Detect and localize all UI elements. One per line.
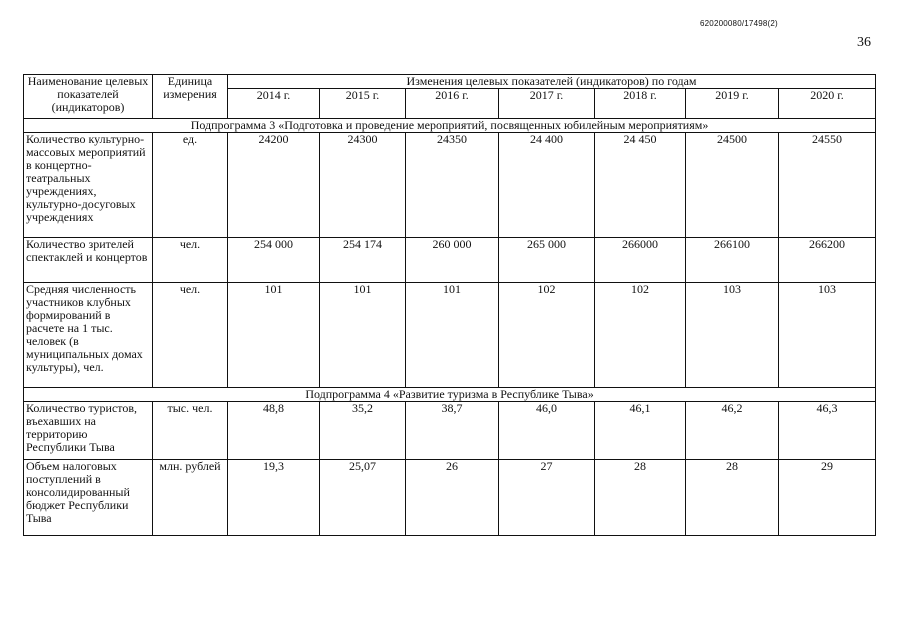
subprogram-row (24, 119, 876, 133)
table-row (24, 133, 876, 238)
value-cell: 103 (686, 283, 779, 388)
value-cell: 103 (779, 283, 876, 388)
value-cell: 24300 (320, 133, 406, 238)
indicator-name: Средняя численность участников клубных формирований в расчете на 1 тыс. человек (в муниципальных домах культуры), чел. (24, 283, 153, 388)
indicator-name: Объем налоговых поступлений в консолидированный бюджет Республики Тыва (24, 460, 153, 536)
subprogram-row (24, 388, 876, 402)
value-cell: 46,1 (595, 402, 686, 460)
value-cell: 48,8 (228, 402, 320, 460)
table-row (24, 238, 876, 283)
indicator-name: Количество культурно-массовых мероприятий в концертно-театральных учреждениях, культурно-досуговых учреждениях (24, 133, 153, 238)
value-cell: 24200 (228, 133, 320, 238)
indicator-unit: млн. рублей (153, 460, 228, 536)
value-cell: 38,7 (406, 402, 499, 460)
indicator-unit: чел. (153, 283, 228, 388)
value-cell: 101 (228, 283, 320, 388)
header-year: 2019 г. (686, 89, 779, 119)
value-cell: 101 (320, 283, 406, 388)
header-year: 2020 г. (779, 89, 876, 119)
value-cell: 101 (406, 283, 499, 388)
value-cell: 265 000 (499, 238, 595, 283)
header-year: 2018 г. (595, 89, 686, 119)
value-cell: 266100 (686, 238, 779, 283)
indicator-unit: ед. (153, 133, 228, 238)
value-cell: 260 000 (406, 238, 499, 283)
subprogram-3-title: Подпрограмма 3 «Подготовка и проведение мероприятий, посвященных юбилейным мероприятиям» (24, 119, 876, 133)
value-cell: 102 (499, 283, 595, 388)
value-cell: 266200 (779, 238, 876, 283)
header-changes-by-year: Изменения целевых показателей (индикаторов) по годам (228, 75, 876, 89)
table-row (24, 402, 876, 460)
indicators-table (23, 74, 876, 536)
value-cell: 24550 (779, 133, 876, 238)
value-cell: 46,0 (499, 402, 595, 460)
indicator-unit: чел. (153, 238, 228, 283)
value-cell: 24 450 (595, 133, 686, 238)
value-cell: 28 (686, 460, 779, 536)
value-cell: 25,07 (320, 460, 406, 536)
indicator-name: Количество зрителей спектаклей и концертов (24, 238, 153, 283)
value-cell: 24500 (686, 133, 779, 238)
header-row (24, 75, 876, 89)
subprogram-4-title: Подпрограмма 4 «Развитие туризма в Республике Тыва» (24, 388, 876, 402)
page-number: 36 (857, 35, 871, 50)
value-cell: 266000 (595, 238, 686, 283)
value-cell: 19,3 (228, 460, 320, 536)
document-id: 620200080/17498(2) (700, 19, 778, 28)
value-cell: 46,3 (779, 402, 876, 460)
value-cell: 254 000 (228, 238, 320, 283)
value-cell: 102 (595, 283, 686, 388)
value-cell: 27 (499, 460, 595, 536)
value-cell: 35,2 (320, 402, 406, 460)
table-row (24, 283, 876, 388)
table-row (24, 460, 876, 536)
indicator-name: Количество туристов, въехавших на территорию Республики Тыва (24, 402, 153, 460)
value-cell: 28 (595, 460, 686, 536)
value-cell: 26 (406, 460, 499, 536)
value-cell: 46,2 (686, 402, 779, 460)
header-year: 2015 г. (320, 89, 406, 119)
value-cell: 24350 (406, 133, 499, 238)
indicator-unit: тыс. чел. (153, 402, 228, 460)
value-cell: 24 400 (499, 133, 595, 238)
header-year: 2014 г. (228, 89, 320, 119)
header-year: 2016 г. (406, 89, 499, 119)
value-cell: 254 174 (320, 238, 406, 283)
value-cell: 29 (779, 460, 876, 536)
header-indicator-name: Наименование целевых показателей (индикаторов) (24, 75, 153, 119)
header-year: 2017 г. (499, 89, 595, 119)
header-unit: Единица измерения (153, 75, 228, 119)
